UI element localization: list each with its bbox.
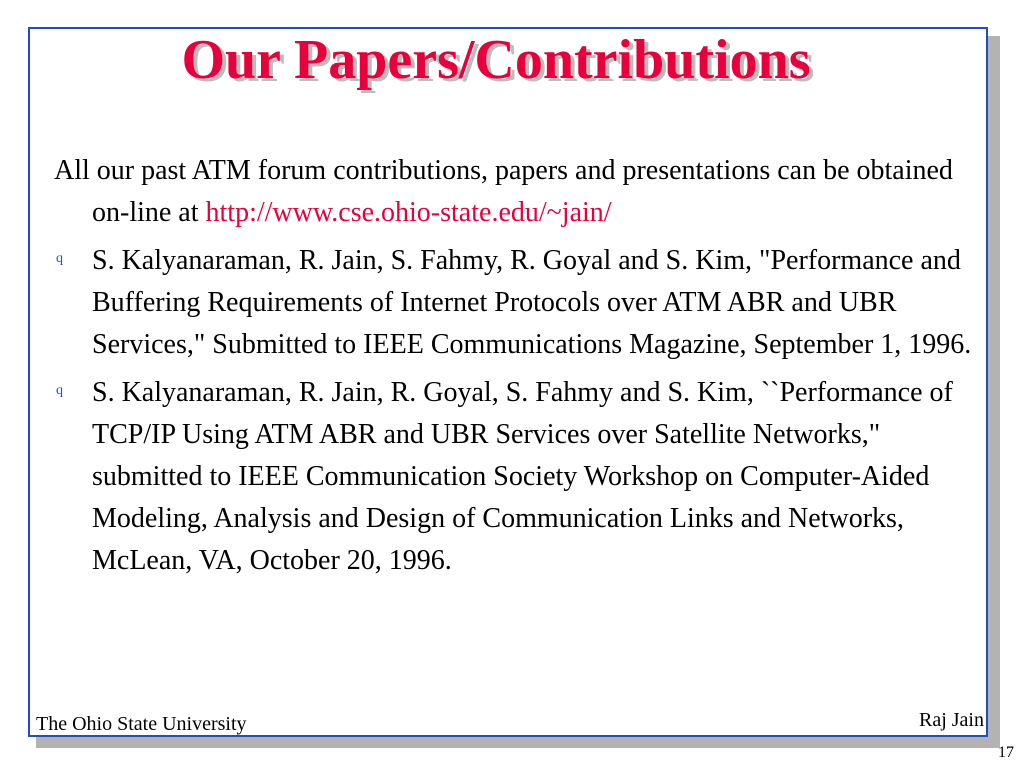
bullet-item: [54, 240, 974, 366]
intro-text: All our past ATM forum contributions, papers and presentations can be obtained on-line at: [54, 155, 953, 228]
page-number: 17: [998, 744, 1014, 761]
intro-paragraph: [54, 150, 974, 234]
bullet-marker-icon: q: [56, 251, 63, 266]
bullet-text: S. Kalyanaraman, R. Jain, S. Fahmy, R. Goyal and S. Kim, "Performance and Buffering Requirements of Internet Protocols over ATM ABR and UBR Services," Submitted to IEEE Communications Magazine, September 1, 1996.: [92, 245, 972, 360]
bullet-text: S. Kalyanaraman, R. Jain, R. Goyal, S. Fahmy and S. Kim, ``Performance of TCP/IP Using ATM ABR and UBR Services over Satellite Networks," submitted to IEEE Communication Society Workshop on Computer-Aided Modeling, Analysis and Design of Communication Links and Networks, McLean, VA, October 20, 1996.: [92, 377, 953, 576]
footer-university: The Ohio State University: [36, 713, 247, 735]
slide-title: Our Papers/Contributions: [181, 29, 811, 91]
slide-body: [54, 150, 974, 582]
footer-author: Raj Jain: [919, 709, 984, 731]
bullet-item: [54, 372, 974, 582]
website-link[interactable]: http://www.cse.ohio-state.edu/~jain/: [205, 197, 612, 228]
bullet-marker-icon: q: [56, 383, 63, 398]
